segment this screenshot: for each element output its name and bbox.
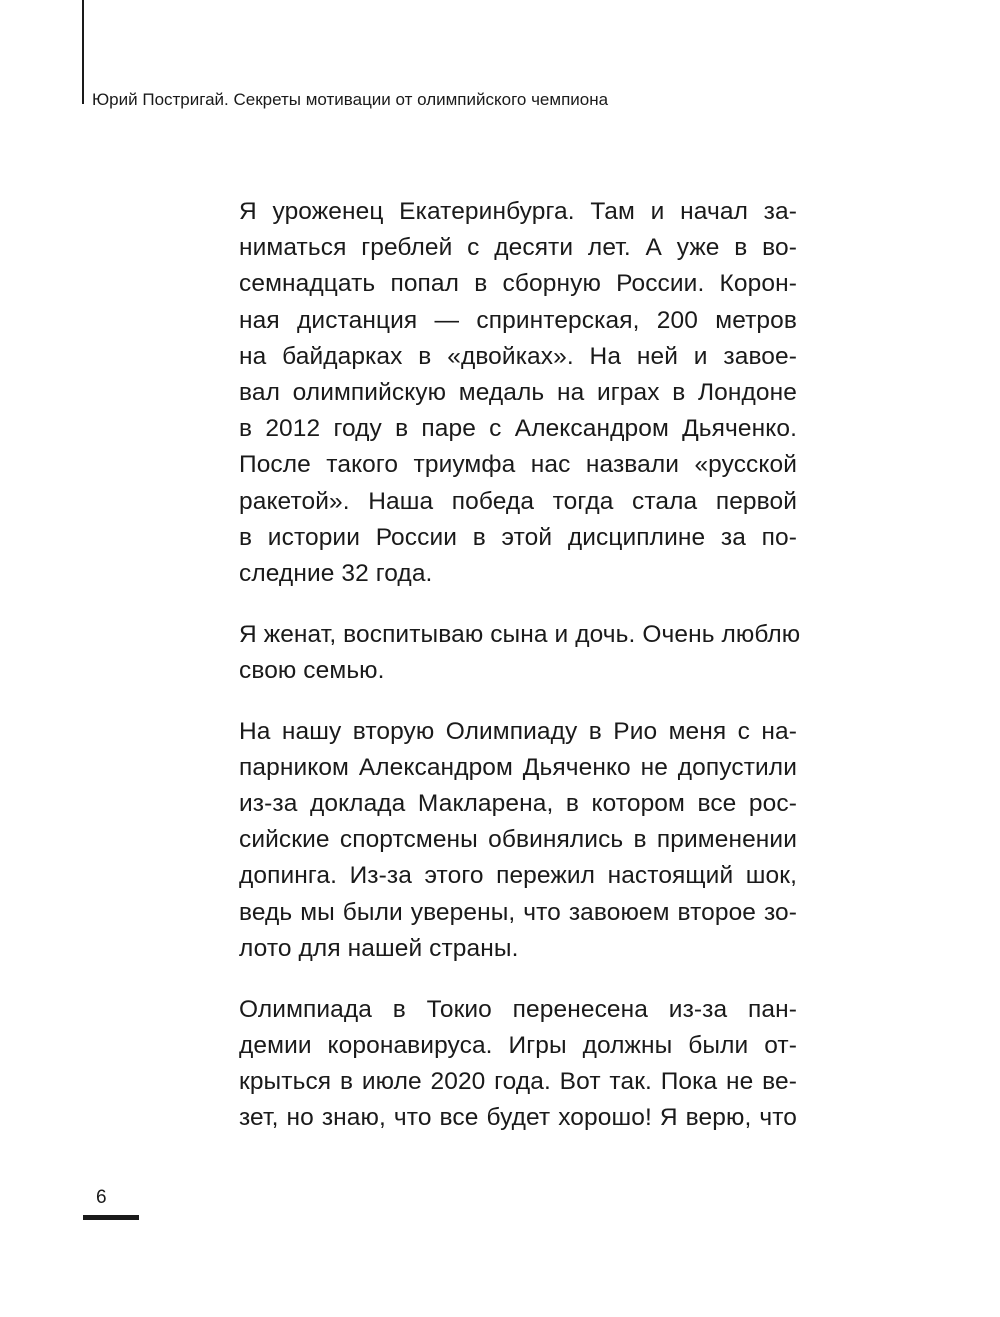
- text-line: лото для нашей страны.: [239, 934, 519, 962]
- running-head-title: Юрий Постригай. Секреты мотивации от олимпийского чемпиона: [92, 90, 609, 109]
- text-line: ная дистанция — спринтерская, 200 метров: [239, 306, 797, 334]
- text-line: на байдарках в «двойках». На ней и завое-: [239, 342, 797, 370]
- text-line: зет, но знаю, что все будет хорошо! Я верю, что: [239, 1104, 797, 1132]
- text-line: демии коронавируса. Игры должны были от-: [239, 1031, 797, 1059]
- text-line: После такого триумфа нас назвали «русской: [239, 451, 797, 479]
- text-line: из-за доклада Макларена, в котором все рос-: [239, 790, 797, 818]
- paragraph-2: [239, 617, 801, 689]
- text-line: ниматься греблей с десяти лет. А уже в во-: [239, 234, 797, 262]
- page-number: 6: [96, 1187, 107, 1208]
- text-line: крыться в июле 2020 года. Вот так. Пока не ве-: [239, 1067, 797, 1095]
- text-line: Я женат, воспитываю сына и дочь. Очень люблю: [239, 620, 801, 648]
- text-line: следние 32 года.: [239, 560, 433, 588]
- paragraph-1: [239, 194, 797, 592]
- paragraph-4: [239, 992, 797, 1137]
- text-line: в 2012 году в паре с Александром Дьяченко.: [239, 415, 797, 443]
- text-line: допинга. Из-за этого пережил настоящий шок,: [239, 862, 797, 890]
- page-body: [239, 194, 801, 1136]
- text-line: в истории России в этой дисциплине за по-: [239, 523, 797, 551]
- text-line: семнадцать попал в сборную России. Корон-: [239, 270, 797, 298]
- text-line: сийские спортсмены обвинялись в применении: [239, 826, 797, 854]
- text-line: Олимпиада в Токио перенесена из-за пан-: [239, 995, 797, 1023]
- text-line: вал олимпийскую медаль на играх в Лондоне: [239, 379, 797, 407]
- text-line: парником Александром Дьяченко не допустили: [239, 753, 797, 781]
- text-line: На нашу вторую Олимпиаду в Рио меня с на-: [239, 717, 797, 745]
- paragraph-3: [239, 714, 797, 967]
- page-number-rule: [83, 1215, 139, 1220]
- text-line: ракетой». Наша победа тогда стала первой: [239, 487, 797, 515]
- text-line: свою семью.: [239, 656, 385, 684]
- text-line: ведь мы были уверены, что завоюем второе зо-: [239, 898, 797, 926]
- text-line: Я уроженец Екатеринбурга. Там и начал за-: [239, 198, 797, 225]
- header-vertical-rule: [82, 0, 84, 104]
